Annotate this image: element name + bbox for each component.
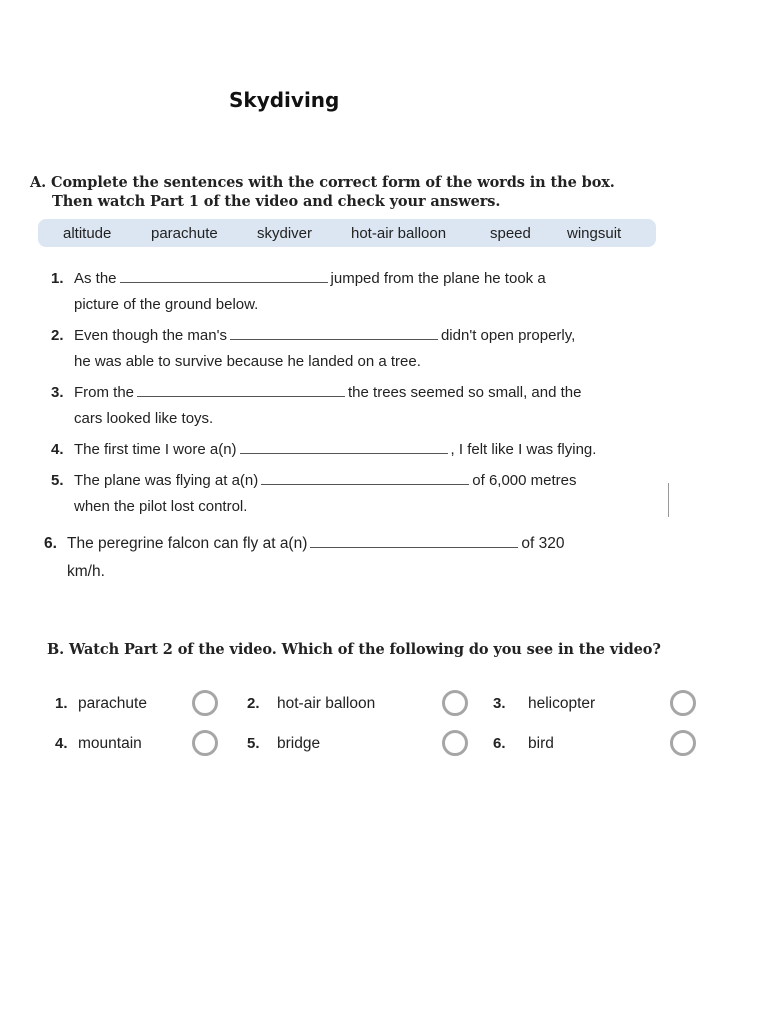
question-text-before: From the: [74, 384, 135, 401]
question-text-line2: cars looked like toys.: [74, 410, 214, 427]
question-5: [51, 468, 577, 520]
word-box-item: altitude: [63, 225, 112, 242]
option-number: 4.: [55, 735, 68, 752]
option-number: 6.: [493, 735, 506, 752]
option-5-radio[interactable]: [442, 730, 468, 756]
option-2-radio[interactable]: [442, 690, 468, 716]
question-number: 4.: [51, 441, 64, 458]
word-box-item: skydiver: [257, 225, 313, 242]
question-3: [51, 380, 581, 432]
option-number: 3.: [493, 695, 506, 712]
question-2: [51, 323, 575, 375]
word-box-item: wingsuit: [567, 225, 622, 242]
answer-blank[interactable]: [310, 533, 518, 548]
question-text-before: Even though the man's: [74, 327, 227, 344]
question-number: 2.: [51, 327, 64, 344]
question-text-line2: km/h.: [67, 563, 105, 580]
option-label: mountain: [78, 735, 142, 752]
answer-blank[interactable]: [137, 382, 345, 397]
question-text-before: The first time I wore a(n): [74, 441, 237, 458]
question-text-after: didn't open properly,: [440, 327, 576, 344]
option-label: bird: [528, 735, 554, 752]
question-text-line2: he was able to survive because he landed on a tree.: [74, 353, 421, 370]
question-text-after: , I felt like I was flying.: [450, 441, 597, 458]
option-label: bridge: [277, 735, 321, 752]
question-text-before: As the: [74, 270, 117, 287]
answer-blank[interactable]: [240, 439, 448, 454]
word-box-item: hot-air balloon: [351, 225, 447, 242]
question-text-line2: picture of the ground below.: [74, 296, 259, 313]
question-4: [51, 437, 596, 463]
question-text-after: jumped from the plane he took a: [330, 270, 546, 287]
answer-blank[interactable]: [120, 268, 328, 283]
question-text-before: The plane was flying at a(n): [74, 472, 259, 489]
option-label: helicopter: [528, 695, 596, 712]
word-box-item: parachute: [151, 225, 218, 242]
answer-blank[interactable]: [230, 325, 438, 340]
option-number: 2.: [247, 695, 260, 712]
option-number: 1.: [55, 695, 68, 712]
question-number: 5.: [51, 472, 64, 489]
word-box: [38, 219, 656, 247]
word-box-item: speed: [490, 225, 531, 242]
section-a-heading-line2: Then watch Part 1 of the video and check your answers.: [52, 193, 501, 210]
section-a-heading: [30, 173, 615, 211]
page-title: Skydiving: [229, 88, 340, 112]
question-text-before: The peregrine falcon can fly at a(n): [67, 535, 308, 552]
margin-divider: [668, 483, 669, 517]
option-label: hot-air balloon: [277, 695, 376, 712]
option-3-radio[interactable]: [670, 690, 696, 716]
question-text-after: of 320: [521, 535, 565, 552]
answer-blank[interactable]: [261, 470, 469, 485]
question-1: [51, 266, 546, 318]
section-b-heading: B. Watch Part 2 of the video. Which of the following do you see in the video?: [47, 641, 661, 658]
question-number: 1.: [51, 270, 64, 287]
question-6: [44, 530, 565, 586]
question-text-after: the trees seemed so small, and the: [348, 384, 582, 401]
option-6-radio[interactable]: [670, 730, 696, 756]
question-number: 3.: [51, 384, 64, 401]
option-1-radio[interactable]: [192, 690, 218, 716]
section-a-heading-line1: A. Complete the sentences with the correct form of the words in the box.: [30, 174, 615, 191]
question-number: 6.: [44, 535, 57, 552]
option-4-radio[interactable]: [192, 730, 218, 756]
question-text-line2: when the pilot lost control.: [74, 498, 248, 515]
option-number: 5.: [247, 735, 260, 752]
option-label: parachute: [78, 695, 147, 712]
question-text-after: of 6,000 metres: [472, 472, 577, 489]
